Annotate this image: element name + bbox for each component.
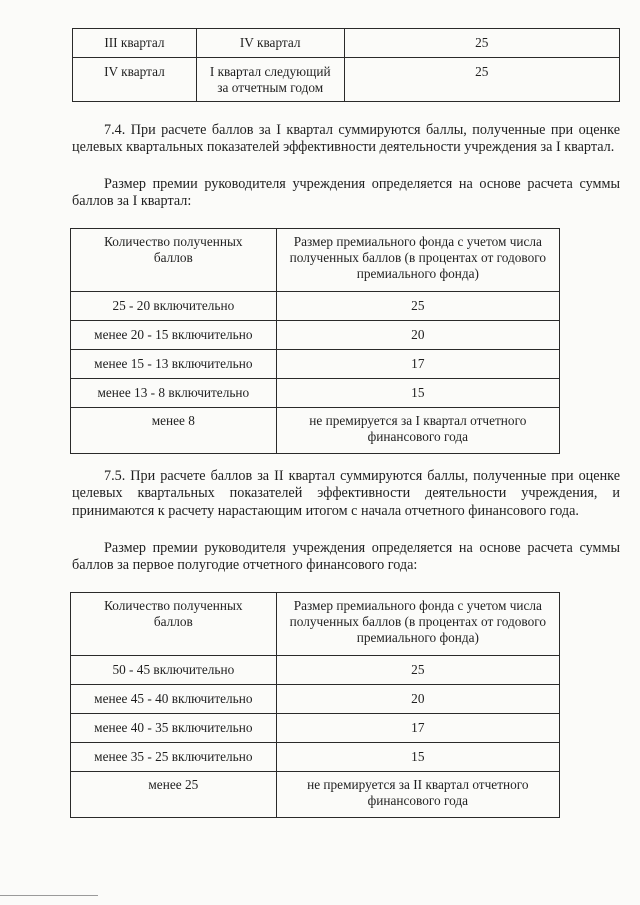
table-row xyxy=(73,58,620,102)
table-cell: III квартал xyxy=(73,29,197,58)
header-cell-points: Количество полученных баллов xyxy=(71,229,277,292)
table-row xyxy=(71,350,560,379)
table-row xyxy=(71,292,560,321)
table-row xyxy=(73,29,620,58)
table-cell: 25 xyxy=(276,656,559,685)
q1-points-table xyxy=(70,228,560,454)
table-cell: IV квартал xyxy=(73,58,197,102)
table-cell: 17 xyxy=(276,714,559,743)
paragraph-7-4: 7.4. При расчете баллов за I квартал суммируются баллы, полученные при оценке целевых квартальных показателей эффективности деятельности учреждения за I квартал. xyxy=(72,122,620,156)
table-row xyxy=(71,408,560,454)
table-row xyxy=(71,321,560,350)
table-cell: 25 xyxy=(276,292,559,321)
quarter-table xyxy=(72,28,620,102)
page-edge-divider xyxy=(0,895,98,896)
q2-points-table xyxy=(70,592,560,818)
table-row xyxy=(71,743,560,772)
table-cell: 25 - 20 включительно xyxy=(71,292,277,321)
table-cell: 20 xyxy=(276,685,559,714)
paragraph-7-5: 7.5. При расчете баллов за II квартал суммируются баллы, полученные при оценке целевых квартальных показателей эффективности деятельности учреждения, и принимаются к расчету нарастающим итогом с начала отчетного финансового года. xyxy=(72,468,620,519)
table-cell: 25 xyxy=(344,29,619,58)
table-cell: IV квартал xyxy=(196,29,344,58)
table-cell: 25 xyxy=(344,58,619,102)
table-header-row xyxy=(71,229,560,292)
table-header-row xyxy=(71,593,560,656)
header-cell-points: Количество полученных баллов xyxy=(71,593,277,656)
table-row xyxy=(71,656,560,685)
header-cell-percent: Размер премиального фонда с учетом числа полученных баллов (в процентах от годового премиального фонда) xyxy=(276,229,559,292)
table-row xyxy=(71,772,560,818)
table-row xyxy=(71,379,560,408)
table-cell: не премируется за II квартал отчетного финансового года xyxy=(276,772,559,818)
table-cell: менее 13 - 8 включительно xyxy=(71,379,277,408)
table-cell: I квартал следующий за отчетным годом xyxy=(196,58,344,102)
table-cell: менее 25 xyxy=(71,772,277,818)
table-cell: 15 xyxy=(276,743,559,772)
paragraph-7-4-premium: Размер премии руководителя учреждения определяется на основе расчета суммы баллов за I квартал: xyxy=(72,176,620,210)
table-cell: менее 8 xyxy=(71,408,277,454)
table-cell: 15 xyxy=(276,379,559,408)
table-row xyxy=(71,685,560,714)
table-row xyxy=(71,714,560,743)
paragraph-7-5-premium: Размер премии руководителя учреждения определяется на основе расчета суммы баллов за первое полугодие отчетного финансового года: xyxy=(72,540,620,574)
table-cell: менее 35 - 25 включительно xyxy=(71,743,277,772)
table-cell: менее 45 - 40 включительно xyxy=(71,685,277,714)
table-cell: менее 40 - 35 включительно xyxy=(71,714,277,743)
table-cell: 17 xyxy=(276,350,559,379)
header-cell-percent: Размер премиального фонда с учетом числа полученных баллов (в процентах от годового премиального фонда) xyxy=(276,593,559,656)
table-cell: менее 15 - 13 включительно xyxy=(71,350,277,379)
table-cell: 20 xyxy=(276,321,559,350)
table-cell: не премируется за I квартал отчетного финансового года xyxy=(276,408,559,454)
table-cell: 50 - 45 включительно xyxy=(71,656,277,685)
table-cell: менее 20 - 15 включительно xyxy=(71,321,277,350)
